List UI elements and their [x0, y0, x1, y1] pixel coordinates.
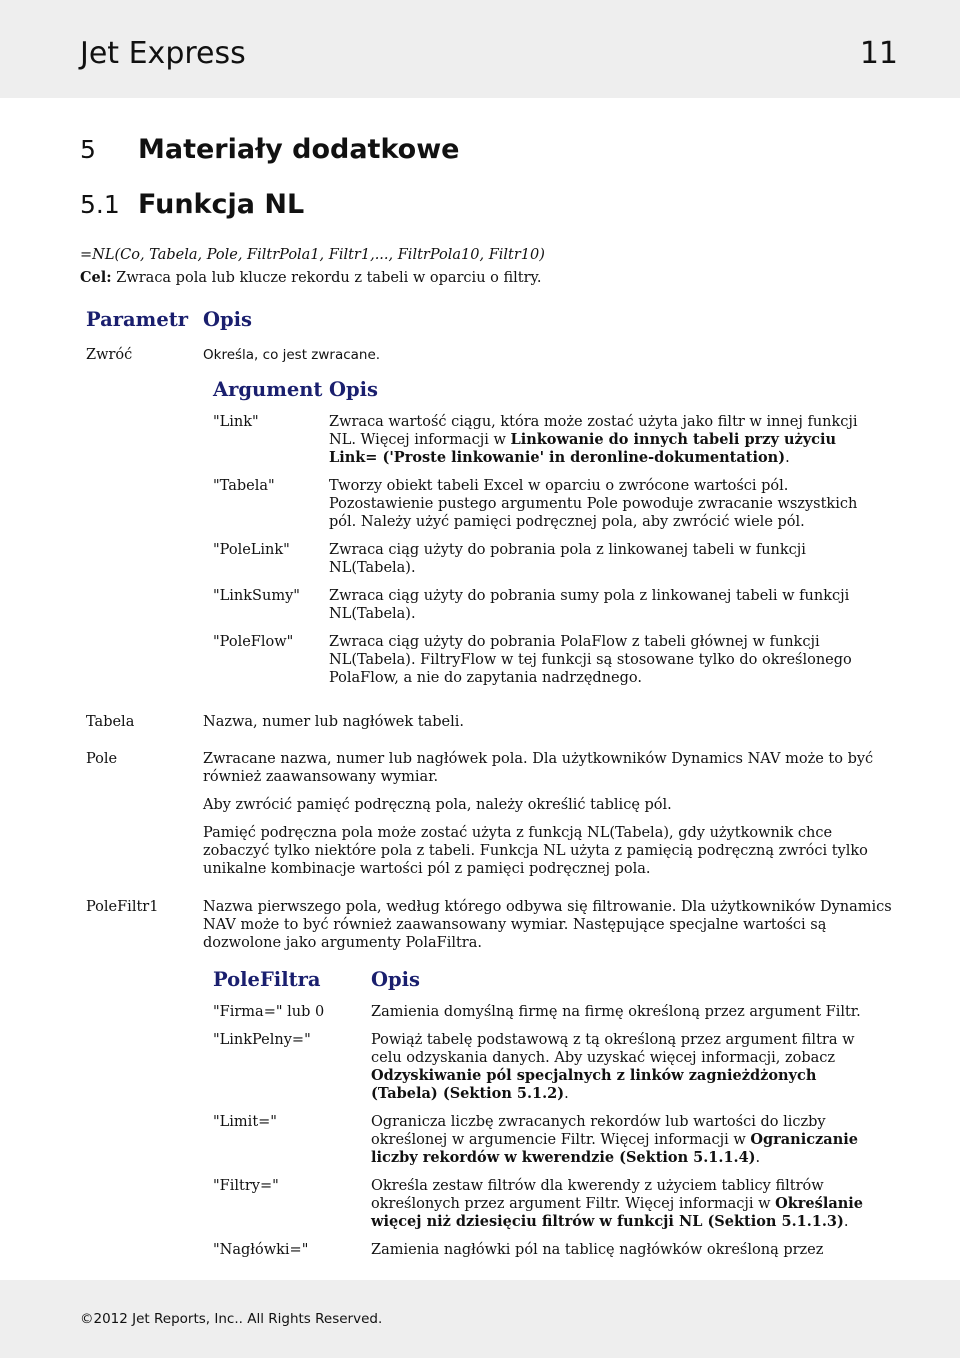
filter-linkpelny-desc-line2: celu odzyskania danych. Aby uzyskać więcej informacji, zobacz: [371, 1050, 836, 1066]
param-tabela-desc: Nazwa, numer lub nagłówek tabeli.: [203, 714, 464, 730]
filter-linkpelny-desc-line4: [371, 1085, 855, 1103]
argument-column-header: Argument: [213, 378, 323, 401]
filter-linkpelny-name: "LinkPelny=": [213, 1032, 311, 1048]
link-section-reference[interactable]: Linkowanie do innych tabeli przy użyciu: [510, 431, 837, 448]
param-pole-desc-p3: [203, 824, 868, 878]
section-number: 5: [80, 135, 96, 164]
page-number: 11: [859, 36, 898, 71]
param-pole-desc-p3-line3: unikalne kombinacje wartości pól z pamięci podręcznej pola.: [203, 861, 651, 877]
goal-label: Cel:: [80, 269, 112, 286]
arg-polelink-desc: [329, 541, 806, 577]
param-polefiltr1-name: PoleFiltr1: [86, 899, 159, 915]
nested-links-reference[interactable]: Odzyskiwanie pól specjalnych z linków zagnieżdżonych: [371, 1067, 817, 1084]
copyright-text: ©2012 Jet Reports, Inc.. All Rights Reserved.: [80, 1311, 383, 1327]
arg-tabela-desc: [329, 477, 857, 531]
subsection-title: Funkcja NL: [138, 189, 305, 220]
filter-limit-desc-line3: [371, 1149, 858, 1167]
filter-filtry-desc-line3-post: .: [843, 1214, 849, 1230]
filter-filtry-desc: [371, 1177, 863, 1231]
arg-linksumy-desc-line1: Zwraca ciąg użyty do pobrania sumy pola z linkowanej tabeli w funkcji: [329, 588, 850, 604]
desc-column-header: Opis: [203, 308, 253, 331]
arg-poleflow-desc-line3: PolaFlow, a nie do zapytania nadrzędnego.: [329, 670, 643, 686]
param-column-header: Parametr: [86, 308, 189, 331]
goal-line: [80, 269, 541, 287]
arg-tabela-desc-line2: Pozostawienie pustego argumentu Pole powoduje zwracanie wszystkich: [329, 496, 858, 512]
record-limit-reference-cont[interactable]: liczby rekordów w kwerendzie (Sektion 5.1.1.4): [371, 1149, 756, 1166]
arg-poleflow-desc-line2: NL(Tabela). FiltryFlow w tej funkcji są stosowane tylko do określonego: [329, 652, 852, 668]
arg-link-desc-line3: [329, 449, 858, 467]
param-polefiltr1-desc: [203, 898, 892, 952]
filter-linkpelny-desc-line1: Powiąż tabelę podstawową z tą określoną przez argument filtra w: [371, 1032, 855, 1048]
param-zwroc-name: Zwróć: [86, 347, 133, 363]
filter-filtry-desc-line1: Określa zestaw filtrów dla kwerendy z użyciem tablicy filtrów: [371, 1178, 824, 1194]
filter-firma-desc: Zamienia domyślną firmę na firmę określoną przez argument Filtr.: [371, 1004, 861, 1020]
link-section-reference-cont[interactable]: Link= ('Proste linkowanie' in deronline-dokumentation): [329, 449, 786, 466]
multi-filter-reference-cont[interactable]: więcej niż dziesięciu filtrów w funkcji NL (Sektion 5.1.1.3): [371, 1213, 844, 1230]
goal-text: Zwraca pola lub klucze rekordu z tabeli w oparciu o filtry.: [116, 270, 542, 286]
param-polefiltr1-desc-line2: NAV może to być również zaawansowany wymiar. Następujące specjalne wartości są: [203, 917, 827, 933]
arg-poleflow-desc: [329, 633, 852, 687]
arg-link-desc-line3-post: .: [785, 450, 790, 466]
param-zwroc-desc: Określa, co jest zwracane.: [203, 347, 381, 363]
filter-limit-desc-line2-text: określonej w argumencie Filtr. Więcej informacji w: [371, 1132, 751, 1148]
arg-link-name: "Link": [213, 414, 259, 430]
filter-limit-desc-line3-post: .: [755, 1150, 761, 1166]
polefiltra-desc-column-header: Opis: [371, 968, 421, 991]
header-title: Jet Express: [80, 36, 246, 71]
arg-poleflow-name: "PoleFlow": [213, 634, 294, 650]
filter-firma-name: "Firma=" lub 0: [213, 1004, 325, 1020]
arg-polelink-desc-line2: NL(Tabela).: [329, 560, 416, 576]
arg-link-desc: [329, 413, 858, 467]
nested-links-reference-cont[interactable]: (Tabela) (Sektion 5.1.2): [371, 1085, 565, 1102]
param-pole-name: Pole: [86, 751, 118, 767]
param-tabela-name: Tabela: [86, 714, 135, 730]
section-title: Materiały dodatkowe: [138, 134, 460, 165]
subsection-number: 5.1: [80, 190, 120, 219]
filter-filtry-desc-line2-text: określonych przez argument Filtr. Więcej informacji w: [371, 1196, 776, 1212]
arg-linksumy-name: "LinkSumy": [213, 588, 300, 604]
function-syntax: =NL(Co, Tabela, Pole, FiltrPola1, Filtr1,..., FiltrPola10, Filtr10): [80, 247, 545, 263]
record-limit-reference[interactable]: Ograniczanie: [750, 1131, 858, 1148]
arg-linksumy-desc-line2: NL(Tabela).: [329, 606, 416, 622]
param-pole-desc-p3-line2: zobaczyć tylko niektóre pola z tabeli. Funkcja NL użyta z pamięcią podręczną zwróci tylko: [203, 843, 868, 859]
multi-filter-reference[interactable]: Określanie: [775, 1195, 863, 1212]
arg-link-desc-line1: Zwraca wartość ciągu, która może zostać użyta jako filtr w innej funkcji: [329, 414, 858, 430]
filter-limit-desc: [371, 1113, 858, 1167]
arg-polelink-desc-line1: Zwraca ciąg użyty do pobrania pola z linkowanej tabeli w funkcji: [329, 542, 806, 558]
arg-tabela-desc-line3: pól. Należy użyć pamięci podręcznej pola, aby zwrócić wiele pól.: [329, 514, 805, 530]
section-heading: [80, 134, 459, 165]
subsection-heading: [80, 189, 304, 220]
param-pole-desc-p2: Aby zwrócić pamięć podręczną pola, należy określić tablicę pól.: [203, 797, 672, 813]
arg-linksumy-desc: [329, 587, 849, 623]
arg-tabela-desc-line1: Tworzy obiekt tabeli Excel w oparciu o zwrócone wartości pól.: [329, 478, 789, 494]
param-pole-desc-p3-line1: Pamięć podręczna pola może zostać użyta z funkcją NL(Tabela), gdy użytkownik chce: [203, 825, 833, 841]
filter-filtry-desc-line3: [371, 1213, 863, 1231]
filter-limit-desc-line1: Ogranicza liczbę zwracanych rekordów lub wartości do liczby: [371, 1114, 826, 1130]
param-pole-desc-p1-line1: Zwracane nazwa, numer lub nagłówek pola. Dla użytkowników Dynamics NAV może to być: [203, 751, 874, 767]
arg-link-desc-line2: [329, 431, 858, 449]
argument-desc-column-header: Opis: [329, 378, 379, 401]
param-polefiltr1-desc-line3: dozwolone jako argumenty PolaFiltra.: [203, 935, 482, 951]
filter-limit-name: "Limit=": [213, 1114, 277, 1130]
arg-link-desc-line2-text: NL. Więcej informacji w: [329, 432, 511, 448]
filter-linkpelny-desc: [371, 1031, 855, 1103]
polefiltra-column-header: PoleFiltra: [213, 968, 321, 991]
filter-limit-desc-line2: [371, 1131, 858, 1149]
filter-naglowki-name: "Nagłówki=": [213, 1242, 309, 1258]
param-polefiltr1-desc-line1: Nazwa pierwszego pola, według którego odbywa się filtrowanie. Dla użytkowników Dynamics: [203, 899, 892, 915]
arg-tabela-name: "Tabela": [213, 478, 275, 494]
filter-filtry-desc-line2: [371, 1195, 863, 1213]
param-pole-desc-p1-line2: również zaawansowany wymiar.: [203, 769, 439, 785]
filter-filtry-name: "Filtry=": [213, 1178, 279, 1194]
param-pole-desc: [203, 750, 873, 786]
arg-poleflow-desc-line1: Zwraca ciąg użyty do pobrania PolaFlow z tabeli głównej w funkcji: [329, 634, 820, 650]
filter-naglowki-desc: Zamienia nagłówki pól na tablicę nagłówków określoną przez: [371, 1242, 824, 1258]
arg-polelink-name: "PoleLink": [213, 542, 290, 558]
filter-linkpelny-desc-line4-post: .: [564, 1086, 569, 1102]
